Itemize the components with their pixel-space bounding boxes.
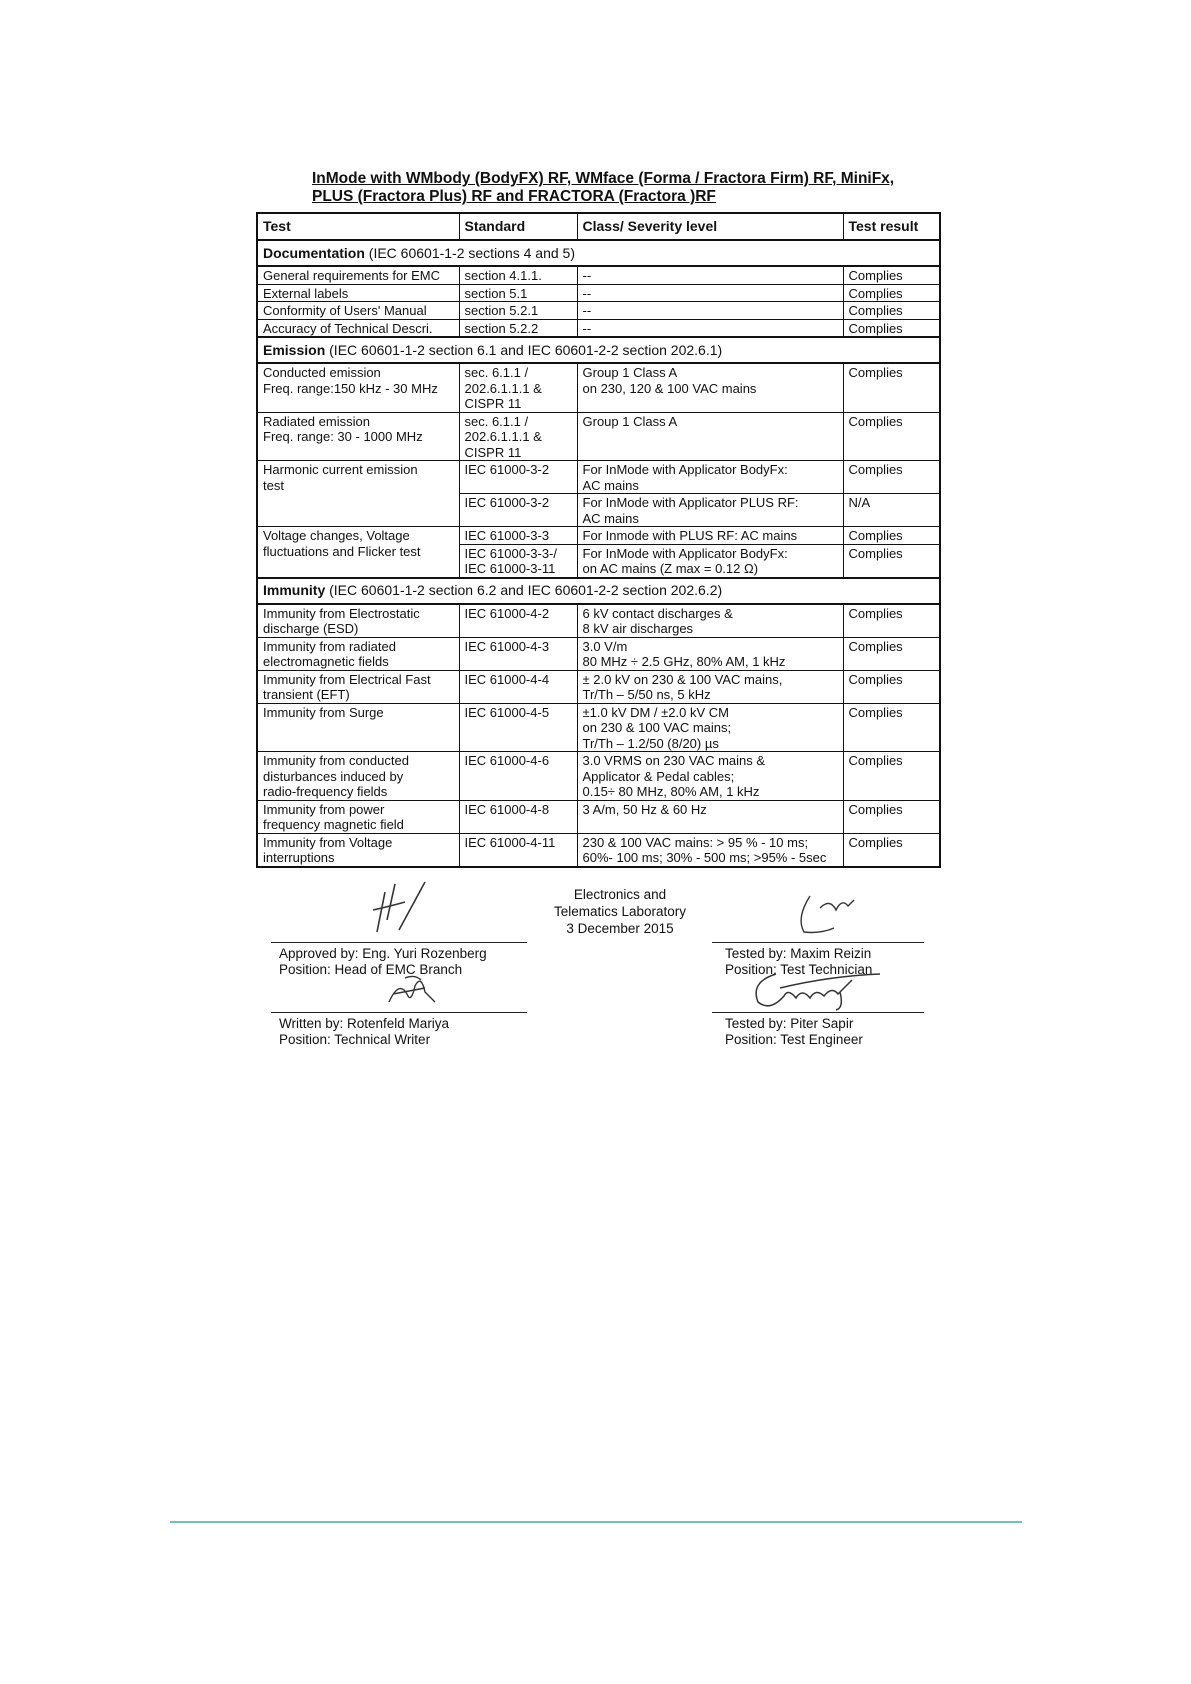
table-row <box>257 752 940 801</box>
cell-level: -- <box>577 302 843 320</box>
table-row <box>257 461 940 494</box>
cell-result: Complies <box>843 800 940 833</box>
section-scope: (IEC 60601-1-2 section 6.1 and IEC 60601-2-2 section 202.6.1) <box>325 341 723 358</box>
cell-test: Accuracy of Technical Descri. <box>257 319 459 337</box>
cell-result: N/A <box>843 494 940 527</box>
cell-test: Conformity of Users' Manual <box>257 302 459 320</box>
signatory-tested-engineer <box>725 1016 863 1048</box>
cell-result: Complies <box>843 833 940 867</box>
laboratory-block <box>546 886 694 937</box>
cell-result: Complies <box>843 703 940 752</box>
table-row <box>257 833 940 867</box>
cell-test: Radiated emission Freq. range: 30 - 1000 MHz <box>257 412 459 461</box>
cell-standard: IEC 61000-4-4 <box>459 670 577 703</box>
table-row <box>257 266 940 284</box>
cell-result: Complies <box>843 266 940 284</box>
cell-test: Immunity from radiated electromagnetic fields <box>257 637 459 670</box>
signatory-approved <box>279 946 487 978</box>
cell-test: Immunity from conducted disturbances induced by radio-frequency fields <box>257 752 459 801</box>
cell-test: External labels <box>257 284 459 302</box>
header-class-severity: Class/ Severity level <box>577 213 843 240</box>
cell-standard: IEC 61000-3-3 <box>459 527 577 545</box>
signatory-name: Tested by: Piter Sapir <box>725 1016 854 1031</box>
signature-approved <box>365 880 435 938</box>
table-row <box>257 527 940 545</box>
cell-level: ± 2.0 kV on 230 & 100 VAC mains, Tr/Th – 5/50 ns, 5 kHz <box>577 670 843 703</box>
cell-standard: IEC 61000-4-3 <box>459 637 577 670</box>
cell-standard: section 4.1.1. <box>459 266 577 284</box>
cell-level: For InMode with Applicator BodyFx: on AC mains (Z max = 0.12 Ω) <box>577 544 843 578</box>
cell-level: 6 kV contact discharges & 8 kV air discharges <box>577 604 843 638</box>
cell-standard: section 5.2.1 <box>459 302 577 320</box>
section-documentation <box>257 240 940 266</box>
cell-result: Complies <box>843 319 940 337</box>
signature-line-written <box>271 1012 527 1013</box>
signatory-name: Written by: Rotenfeld Mariya <box>279 1016 450 1031</box>
section-heading: Emission <box>263 341 326 358</box>
cell-result: Complies <box>843 752 940 801</box>
cell-result: Complies <box>843 670 940 703</box>
cell-level: -- <box>577 266 843 284</box>
table-row <box>257 800 940 833</box>
cell-result: Complies <box>843 527 940 545</box>
section-heading: Immunity <box>263 582 326 599</box>
table-row <box>257 284 940 302</box>
lab-name-line-1: Electronics and <box>573 887 667 902</box>
table-row <box>257 412 940 461</box>
cell-standard: section 5.1 <box>459 284 577 302</box>
cell-level: For InMode with Applicator PLUS RF: AC mains <box>577 494 843 527</box>
lab-name-line-2: Telematics Laboratory <box>553 904 687 919</box>
cell-standard: sec. 6.1.1 / 202.6.1.1.1 & CISPR 11 <box>459 412 577 461</box>
cell-level: ±1.0 kV DM / ±2.0 kV CM on 230 & 100 VAC mains; Tr/Th – 1.2/50 (8/20) µs <box>577 703 843 752</box>
section-immunity <box>257 578 940 604</box>
cell-standard: sec. 6.1.1 / 202.6.1.1.1 & CISPR 11 <box>459 363 577 412</box>
cell-result: Complies <box>843 412 940 461</box>
emc-test-table <box>256 212 941 868</box>
cell-standard: section 5.2.2 <box>459 319 577 337</box>
cell-result: Complies <box>843 302 940 320</box>
cell-test: Harmonic current emission test <box>257 461 459 527</box>
cell-result: Complies <box>843 604 940 638</box>
report-date: 3 December 2015 <box>566 921 674 936</box>
section-documentation-title <box>257 240 940 266</box>
table-row <box>257 703 940 752</box>
cell-test: Immunity from Surge <box>257 703 459 752</box>
section-scope: (IEC 60601-1-2 sections 4 and 5) <box>364 244 576 261</box>
cell-result: Complies <box>843 363 940 412</box>
signature-tested-technician <box>790 888 860 938</box>
cell-level: For Inmode with PLUS RF: AC mains <box>577 527 843 545</box>
cell-standard: IEC 61000-4-11 <box>459 833 577 867</box>
cell-standard: IEC 61000-3-2 <box>459 494 577 527</box>
cell-standard: IEC 61000-4-5 <box>459 703 577 752</box>
signatory-position: Position: Test Technician <box>725 962 873 977</box>
signatory-position: Position: Test Engineer <box>725 1032 863 1047</box>
cell-result: Complies <box>843 461 940 494</box>
cell-test: Immunity from Electrostatic discharge (ESD) <box>257 604 459 638</box>
cell-standard: IEC 61000-3-3-/ IEC 61000-3-11 <box>459 544 577 578</box>
table-row <box>257 302 940 320</box>
footer-rule <box>170 1521 1022 1523</box>
title-line-1: InMode with WMbody (BodyFX) RF, WMface (Forma / Fractora Firm) RF, MiniFx, <box>312 170 895 187</box>
section-emission <box>257 337 940 363</box>
cell-level: Group 1 Class A on 230, 120 & 100 VAC mains <box>577 363 843 412</box>
table-row <box>257 319 940 337</box>
cell-result: Complies <box>843 637 940 670</box>
signatory-name: Approved by: Eng. Yuri Rozenberg <box>279 946 487 961</box>
table-row <box>257 604 940 638</box>
cell-test: Immunity from Voltage interruptions <box>257 833 459 867</box>
signature-line-tested-engineer <box>712 1012 924 1013</box>
section-emission-title <box>257 337 940 363</box>
cell-test: Immunity from Electrical Fast transient (EFT) <box>257 670 459 703</box>
signatory-written <box>279 1016 449 1048</box>
table-row <box>257 363 940 412</box>
cell-level: -- <box>577 319 843 337</box>
cell-level: 230 & 100 VAC mains: > 95 % - 10 ms; 60%- 100 ms; 30% - 500 ms; >95% - 5sec <box>577 833 843 867</box>
cell-standard: IEC 61000-4-8 <box>459 800 577 833</box>
cell-level: Group 1 Class A <box>577 412 843 461</box>
signatory-position: Position: Head of EMC Branch <box>279 962 463 977</box>
cell-result: Complies <box>843 544 940 578</box>
section-heading: Documentation <box>263 244 365 261</box>
cell-test: Voltage changes, Voltage fluctuations and Flicker test <box>257 527 459 578</box>
title-line-2: PLUS (Fractora Plus) RF and FRACTORA (Fractora )RF <box>312 188 716 205</box>
table-row <box>257 670 940 703</box>
cell-test: Immunity from power frequency magnetic field <box>257 800 459 833</box>
signatory-position: Position: Technical Writer <box>279 1032 431 1047</box>
signature-line-approved <box>271 942 527 943</box>
section-scope: (IEC 60601-1-2 section 6.2 and IEC 60601-2-2 section 202.6.2) <box>325 582 723 599</box>
header-test: Test <box>257 213 459 240</box>
cell-level: For InMode with Applicator BodyFx: AC mains <box>577 461 843 494</box>
cell-standard: IEC 61000-4-2 <box>459 604 577 638</box>
cell-level: 3 A/m, 50 Hz & 60 Hz <box>577 800 843 833</box>
table-header-row <box>257 213 940 240</box>
cell-level: 3.0 VRMS on 230 VAC mains & Applicator & Pedal cables; 0.15÷ 80 MHz, 80% AM, 1 kHz <box>577 752 843 801</box>
signatory-tested-technician <box>725 946 872 978</box>
table-row <box>257 637 940 670</box>
cell-test: Conducted emission Freq. range:150 kHz - 30 MHz <box>257 363 459 412</box>
cell-level: 3.0 V/m 80 MHz ÷ 2.5 GHz, 80% AM, 1 kHz <box>577 637 843 670</box>
cell-level: -- <box>577 284 843 302</box>
header-standard: Standard <box>459 213 577 240</box>
cell-result: Complies <box>843 284 940 302</box>
signatory-name: Tested by: Maxim Reizin <box>725 946 872 961</box>
section-immunity-title <box>257 578 940 604</box>
cell-standard: IEC 61000-3-2 <box>459 461 577 494</box>
signature-line-tested-technician <box>712 942 924 943</box>
cell-standard: IEC 61000-4-6 <box>459 752 577 801</box>
header-test-result: Test result <box>843 213 940 240</box>
document-title <box>312 170 932 206</box>
cell-test: General requirements for EMC <box>257 266 459 284</box>
